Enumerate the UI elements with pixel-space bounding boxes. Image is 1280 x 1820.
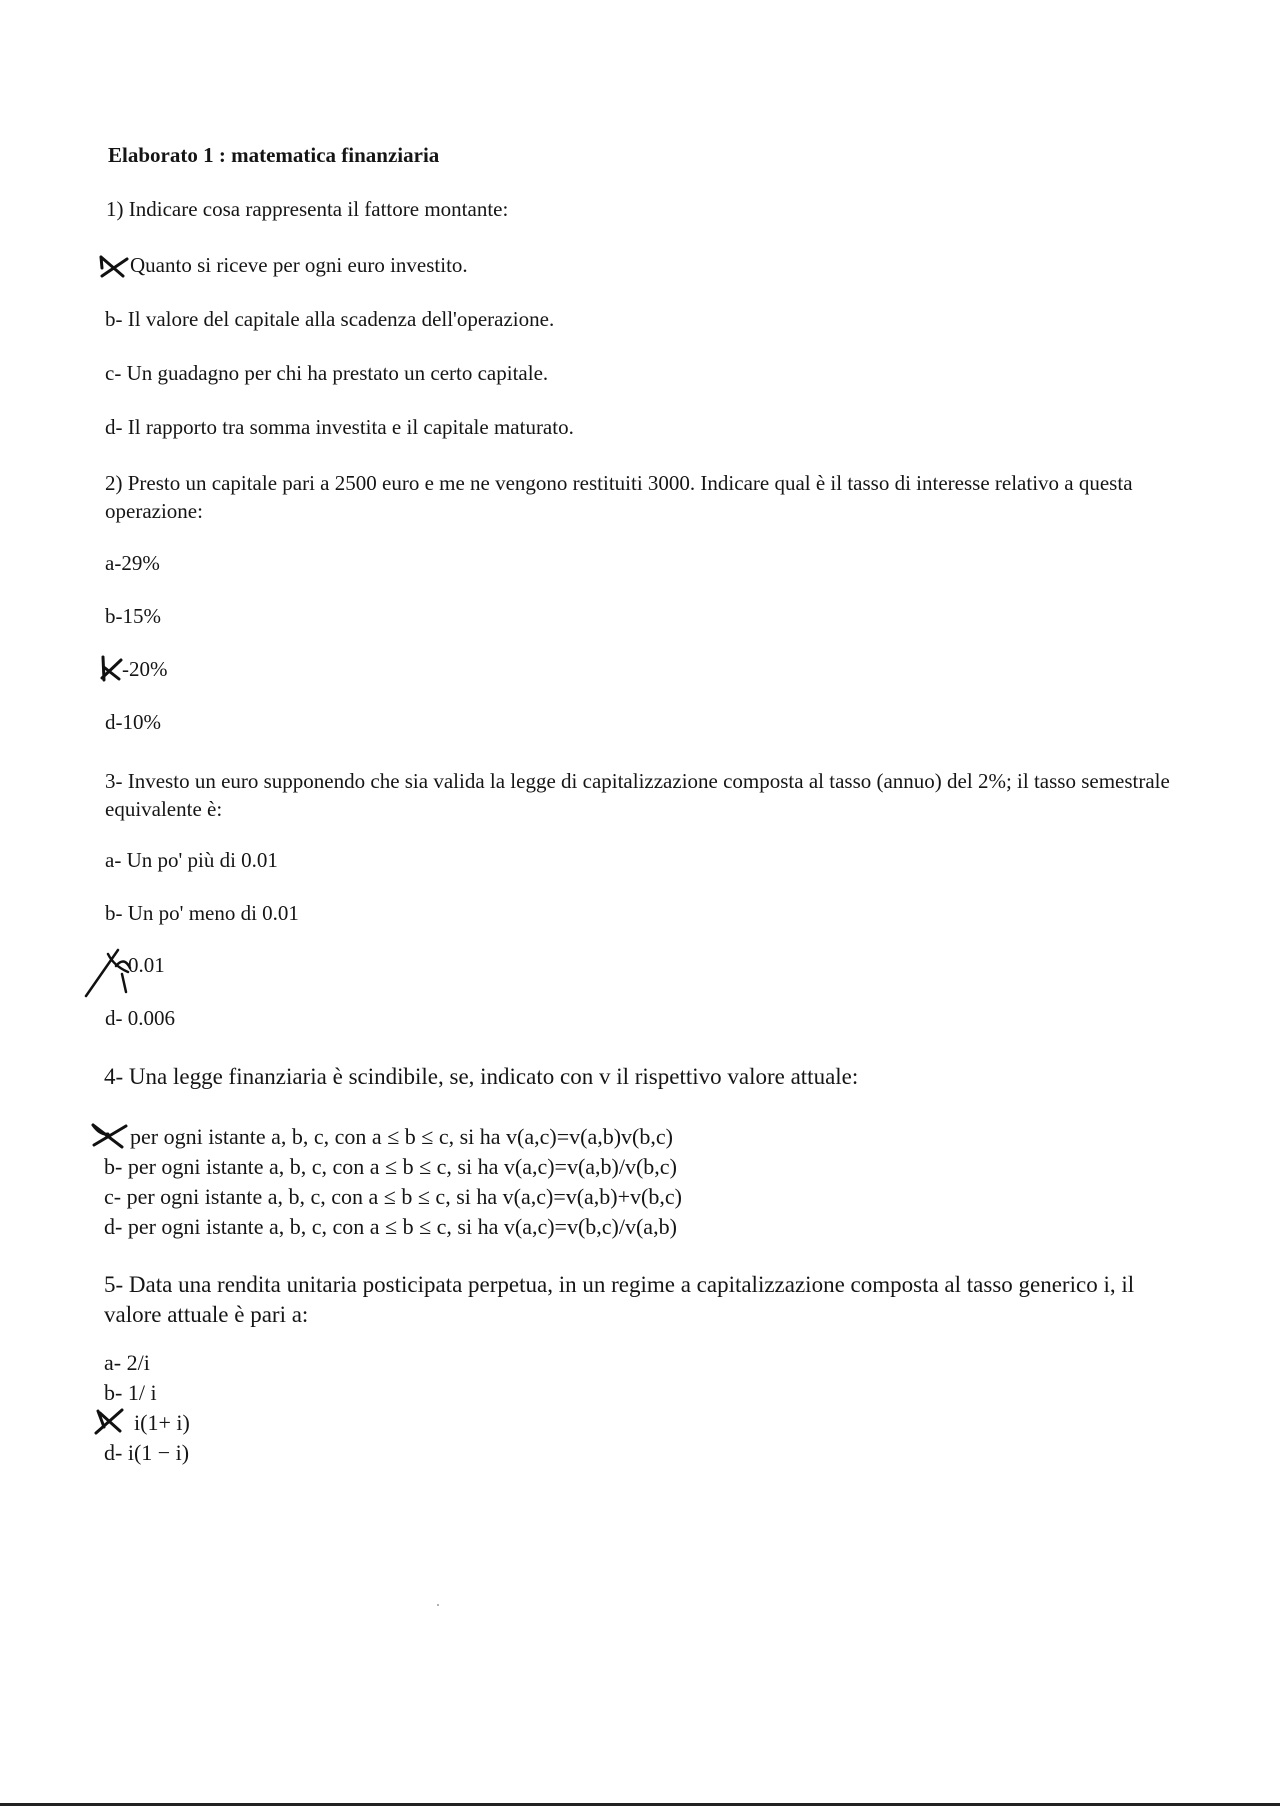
question-5-option-a: a- 2/i	[104, 1350, 150, 1375]
question-3-option-b: b- Un po' meno di 0.01	[105, 901, 299, 925]
page-bottom-rule	[0, 1803, 1280, 1806]
question-1: 1) Indicare cosa rappresenta il fattore montante:	[106, 197, 509, 221]
question-1-option-d: d- Il rapporto tra somma investita e il capitale maturato.	[105, 415, 574, 439]
question-1-option-b: b- Il valore del capitale alla scadenza dell'operazione.	[105, 307, 555, 331]
question-5-option-b: b- 1/ i	[104, 1380, 157, 1405]
question-5-option-c: i(1+ i)	[134, 1410, 190, 1435]
question-3-option-a: a- Un po' più di 0.01	[105, 848, 278, 872]
question-2-option-d: d-10%	[105, 710, 161, 734]
question-4-option-c: c- per ogni istante a, b, c, con a ≤ b ≤ c, si ha v(a,c)=v(a,b)+v(b,c)	[104, 1184, 682, 1209]
page-title: Elaborato 1 : matematica finanziaria	[108, 143, 440, 167]
handwritten-x-mark-icon	[92, 1405, 128, 1437]
question-1-option-a: Quanto si riceve per ogni euro investito.	[130, 253, 468, 277]
question-3: 3- Investo un euro supponendo che sia valida la legge di capitalizzazione composta al tasso (annuo) del 2%; il tasso semestrale equivalente è:	[105, 769, 1170, 821]
question-2: 2) Presto un capitale pari a 2500 euro e me ne vengono restituiti 3000. Indicare qual è il tasso di interesse relativo a questa operazione:	[105, 471, 1133, 523]
question-4-option-b: b- per ogni istante a, b, c, con a ≤ b ≤ c, si ha v(a,c)=v(a,b)/v(b,c)	[104, 1154, 677, 1179]
question-3-option-d: d- 0.006	[105, 1006, 175, 1030]
question-3-option-c: 0.01	[128, 953, 165, 977]
question-4-option-d: d- per ogni istante a, b, c, con a ≤ b ≤ c, si ha v(a,c)=v(b,c)/v(a,b)	[104, 1214, 677, 1239]
question-2-option-b: b-15%	[105, 604, 161, 628]
handwritten-x-mark-icon	[90, 1121, 130, 1151]
question-5-option-d: d- i(1 − i)	[104, 1440, 190, 1465]
handwritten-x-mark-icon	[98, 254, 130, 280]
question-5: 5- Data una rendita unitaria posticipata perpetua, in un regime a capitalizzazione composta al tasso generico i, il valore attuale è pari a:	[104, 1272, 1135, 1327]
question-1-option-c: c- Un guadagno per chi ha prestato un certo capitale.	[105, 361, 549, 385]
question-2-option-c: -20%	[122, 657, 168, 681]
question-4: 4- Una legge finanziaria è scindibile, se, indicato con v il rispettivo valore attuale:	[104, 1064, 859, 1089]
scan-speck	[437, 1604, 439, 1606]
question-2-option-a: a-29%	[105, 551, 160, 575]
question-4-option-a: per ogni istante a, b, c, con a ≤ b ≤ c, si ha v(a,c)=v(a,b)v(b,c)	[130, 1124, 673, 1149]
